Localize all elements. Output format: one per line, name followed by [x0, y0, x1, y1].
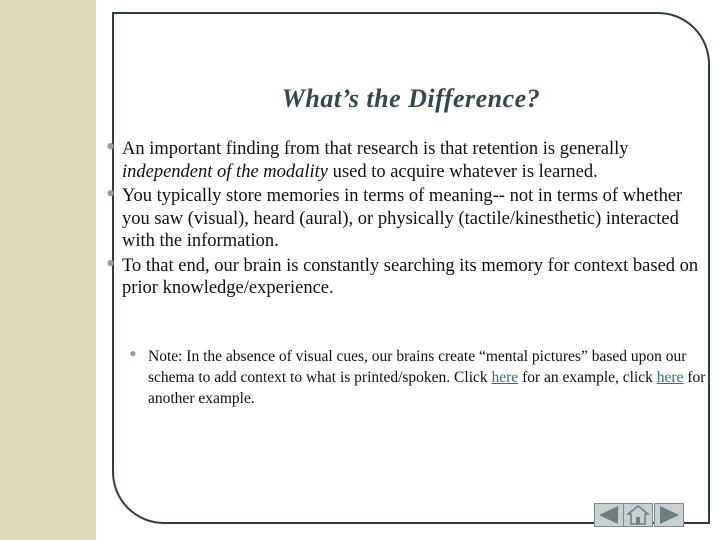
- bullet-icon: •: [106, 132, 116, 161]
- bullet-3-text: To that end, our brain is constantly searching its memory for context based on prior knowledge/experience.: [122, 255, 699, 298]
- bullet-1-text-b: used to acquire whatever is learned.: [328, 161, 598, 182]
- home-button[interactable]: [623, 503, 653, 527]
- bullet-item-1: [106, 132, 706, 183]
- slide-title: What’s the Difference?: [281, 84, 541, 113]
- note-item: [129, 341, 720, 409]
- bullet-2-text: You typically store memories in terms of meaning-- not in terms of whether you saw (visual), heard (aural), or physically (tactile/kinesthetic) interacted with the information.: [122, 186, 683, 251]
- arrow-right-icon: [654, 503, 684, 527]
- bullet-item-2: [106, 179, 706, 253]
- sidebar-band: [0, 0, 96, 540]
- example-link-2[interactable]: here: [656, 369, 684, 386]
- arrow-left-icon: [594, 503, 624, 527]
- bullet-item-3: [106, 248, 706, 300]
- sub-bullet-icon: •: [129, 341, 137, 366]
- bullet-icon: •: [106, 179, 116, 208]
- note-text-1: Note: In the absence of visual cues, our brains create “mental pictures” based upon our schema to add context to what is printed/spoken. Click: [148, 348, 687, 386]
- note-text-2: for an example, click: [518, 369, 657, 386]
- bullet-icon: •: [106, 248, 116, 278]
- note-text-3: for another example.: [148, 369, 706, 407]
- bullet-1-text-a: An important finding from that research is that retention is generally: [122, 139, 629, 159]
- next-slide-button[interactable]: [654, 503, 684, 527]
- example-link-1[interactable]: here: [491, 369, 519, 386]
- home-icon: [623, 503, 653, 527]
- bullet-list: [106, 132, 706, 302]
- bullet-1-emphasis: independent of the modality: [122, 161, 329, 182]
- prev-slide-button[interactable]: [594, 503, 624, 527]
